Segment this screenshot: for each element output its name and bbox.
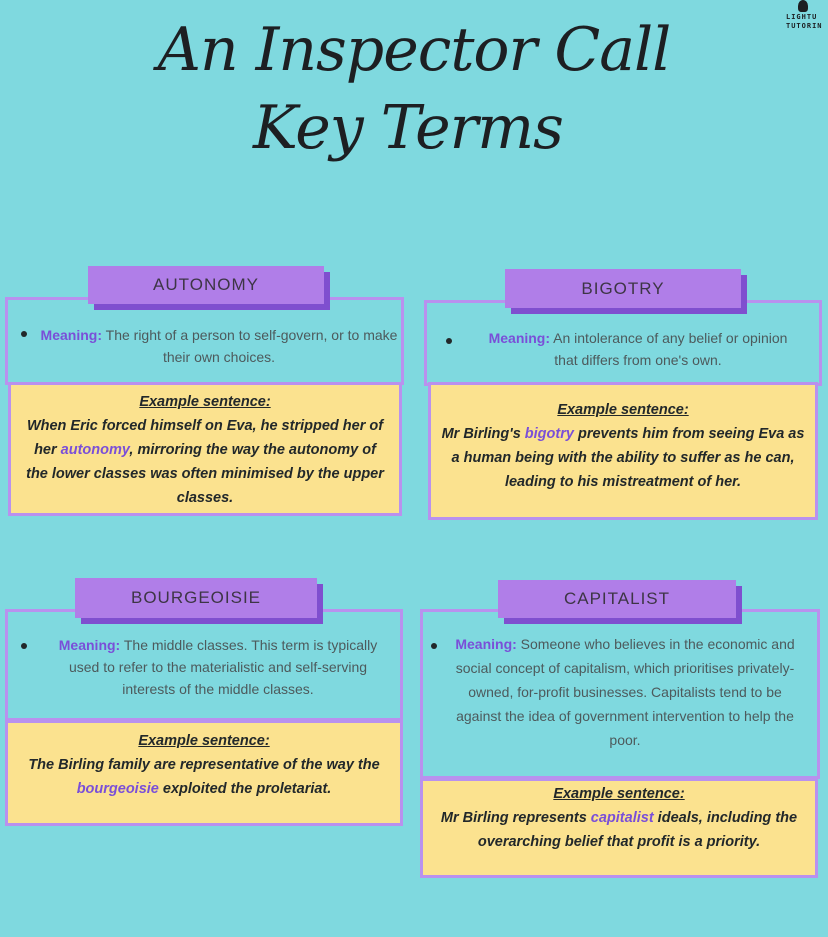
page-subtitle: Key Terms (253, 93, 563, 163)
meaning-box (424, 300, 822, 386)
example-box (5, 720, 403, 826)
example-keyword: capitalist (590, 810, 654, 826)
term-heading: BOURGEOISIE (75, 578, 317, 618)
example-box (8, 382, 402, 516)
logo-text-line1: LIGHTU (786, 13, 818, 21)
page-title: An Inspector Call (157, 15, 671, 85)
example-text-end: prevents him from seeing Eva as a human being with the ability to suffer as he can, leading to his mistreatment of her. (451, 426, 805, 490)
term-heading: AUTONOMY (88, 266, 324, 304)
example-box (428, 382, 818, 520)
bullet-icon (431, 643, 437, 649)
meaning-box (5, 297, 404, 385)
example-text: Mr Birling represents (440, 810, 591, 826)
meaning-definition: Someone who believes in the economic and social concept of capitalism, which prioritises privately-owned, for-profit businesses. Capitalists tend to be against the idea of government intervention to help the poor. (455, 636, 795, 748)
meaning-label: Meaning: (488, 330, 551, 346)
example-keyword: autonomy (60, 442, 130, 458)
example-text-end: , mirroring the way the autonomy of the lower classes was often minimised by the upper classes. (26, 442, 384, 506)
example-text-end: ideals, including the overarching belief that profit is a priority. (477, 810, 798, 850)
example-text: The Birling family are representative of the way the (28, 757, 380, 773)
example-label: Example sentence: (139, 394, 271, 410)
example-label: Example sentence: (553, 786, 685, 802)
meaning-definition: An intolerance of any belief or opinion that differs from one's own. (550, 330, 788, 368)
example-label: Example sentence: (138, 733, 270, 749)
example-box (420, 778, 818, 878)
meaning-box (420, 609, 820, 779)
meaning-label: Meaning: (58, 637, 121, 653)
example-label: Example sentence: (557, 402, 689, 418)
meaning-definition: The middle classes. This term is typically used to refer to the materialistic and self-serving interests of the middle classes. (68, 637, 378, 697)
example-text: Mr Birling's (441, 426, 525, 442)
meaning-definition: The right of a person to self-govern, or to make their own choices. (102, 327, 398, 365)
brand-logo (776, 0, 828, 40)
meaning-label: Meaning: (40, 327, 102, 343)
bullet-icon (21, 331, 27, 337)
example-text-end: exploited the proletariat. (158, 781, 332, 797)
meaning-text (479, 327, 797, 371)
meaning-text (48, 634, 388, 700)
example-keyword: bourgeoisie (76, 781, 159, 797)
meaning-text (455, 632, 795, 752)
logo-text-line2: TUTORIN (786, 22, 823, 30)
lightbulb-icon (798, 0, 808, 12)
bullet-icon (446, 338, 452, 344)
meaning-label: Meaning: (455, 636, 517, 652)
meaning-text (38, 324, 400, 368)
meaning-box (5, 609, 403, 721)
example-text: When Eric forced himself on Eva, he stripped her of her (26, 418, 384, 458)
bullet-icon (21, 643, 27, 649)
example-keyword: bigotry (524, 426, 574, 442)
term-heading: CAPITALIST (498, 580, 736, 618)
term-heading: BIGOTRY (505, 269, 741, 308)
